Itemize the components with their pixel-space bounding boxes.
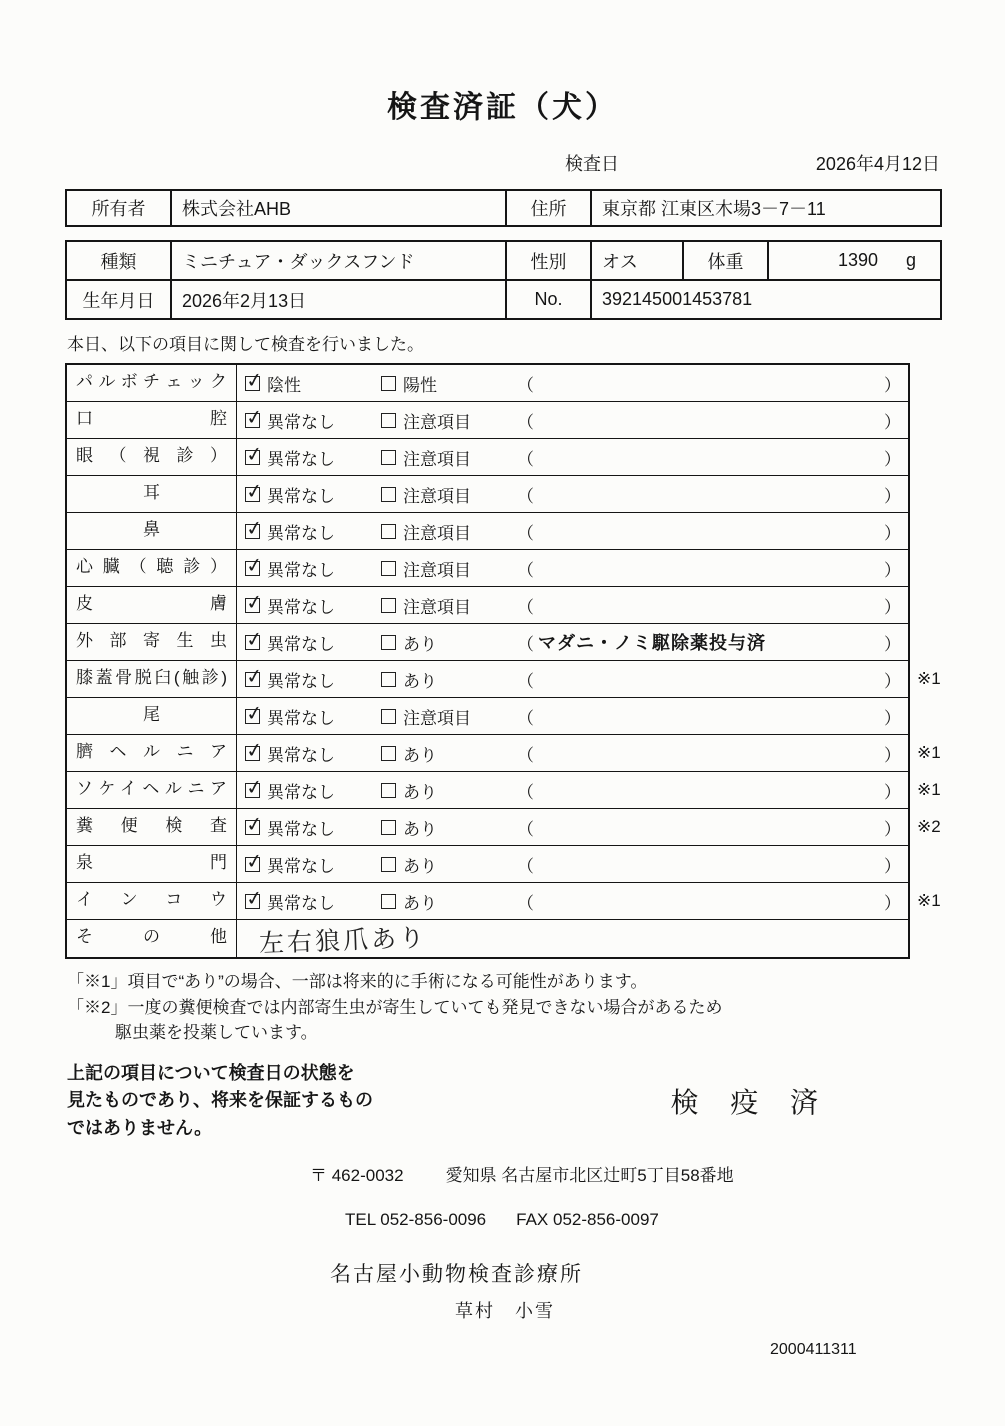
checkbox-checked-icon xyxy=(245,487,260,502)
checkbox-unchecked-icon xyxy=(381,783,396,798)
inspection-row-heart xyxy=(67,550,908,587)
weight-value: 1390 xyxy=(837,250,878,270)
option-label: 異常なし xyxy=(267,819,335,839)
paren-close: ） xyxy=(884,412,901,432)
checkbox-checked-icon xyxy=(245,820,260,835)
option-label: 注意項目 xyxy=(403,412,471,432)
owner-value: 株式会社AHB xyxy=(171,190,506,226)
intro-text: 本日、以下の項目に関して検査を行いました。 xyxy=(67,335,424,354)
clinic-address: 愛知県 名古屋市北区辻町5丁目58番地 xyxy=(445,1166,734,1186)
inspection-row-mouth xyxy=(67,402,908,439)
option-label: あり xyxy=(403,745,437,765)
checkbox-checked-icon xyxy=(245,635,260,650)
paren-open: （ xyxy=(517,708,534,728)
checkbox-unchecked-icon xyxy=(381,635,396,650)
paren-open: （ xyxy=(517,671,534,691)
no-value: 392145001453781 xyxy=(591,280,941,319)
inspection-note: マダニ・ノミ駆除薬投与済 xyxy=(538,633,766,653)
footnote-mark: ※1 xyxy=(917,891,941,910)
paren-close: ） xyxy=(884,560,901,580)
clinic-fax: FAX 052-856-0097 xyxy=(516,1210,659,1230)
option-label: 異常なし xyxy=(267,893,335,913)
checkbox-unchecked-icon xyxy=(381,561,396,576)
checkbox-unchecked-icon xyxy=(381,450,396,465)
page-title: 検査済証（犬） xyxy=(387,91,618,124)
option-label: 異常なし xyxy=(267,708,335,728)
inspection-item-label: 口 腔 xyxy=(67,402,237,438)
paren-close: ） xyxy=(884,634,901,654)
paren-close: ） xyxy=(884,893,901,913)
quarantine-stamp: 検 疫 済 xyxy=(670,1087,830,1119)
option-label: 異常なし xyxy=(267,523,335,543)
checkbox-unchecked-icon xyxy=(381,820,396,835)
checkbox-checked-icon xyxy=(245,376,260,391)
disclaimer-text: 上記の項目について検査日の状態を 見たものであり、将来を保証するもの ではありません。 xyxy=(67,1062,373,1139)
paren-close: ） xyxy=(884,708,901,728)
checkbox-unchecked-icon xyxy=(381,709,396,724)
weight-unit: g xyxy=(905,250,916,270)
address-value: 東京都 江東区木場3－7－11 xyxy=(591,190,941,226)
weight-cell xyxy=(768,241,941,280)
inspection-row-parvo xyxy=(67,365,908,402)
breed-value: ミニチュア・ダックスフンド xyxy=(171,241,506,280)
inspection-item-label: 膝蓋骨脱臼(触診) xyxy=(67,661,237,697)
inspection-table xyxy=(65,363,941,959)
checkbox-checked-icon xyxy=(245,857,260,872)
inspection-row-fontanelle xyxy=(67,846,908,883)
inspection-row-inkou xyxy=(67,883,941,920)
paren-close: ） xyxy=(884,671,901,691)
paren-close: ） xyxy=(884,523,901,543)
paren-open: （ xyxy=(517,745,534,765)
paren-open: （ xyxy=(517,449,534,469)
checkbox-unchecked-icon xyxy=(381,598,396,613)
option-label: 陰性 xyxy=(267,375,301,395)
weight-label: 体重 xyxy=(683,241,768,280)
paren-open: （ xyxy=(517,893,534,913)
option-label: 異常なし xyxy=(267,412,335,432)
checkbox-unchecked-icon xyxy=(381,376,396,391)
owner-label: 所有者 xyxy=(66,190,171,226)
birth-value: 2026年2月13日 xyxy=(171,280,506,319)
checkbox-unchecked-icon xyxy=(381,894,396,909)
address-label: 住所 xyxy=(506,190,591,226)
option-label: 異常なし xyxy=(267,486,335,506)
checkbox-checked-icon xyxy=(245,709,260,724)
option-label: あり xyxy=(403,634,437,654)
paren-close: ） xyxy=(884,856,901,876)
inspection-item-label: 臍 ヘ ル ニ ア xyxy=(67,735,237,771)
paren-close: ） xyxy=(884,375,901,395)
inspection-row-ears xyxy=(67,476,908,513)
inspection-item-label: 泉 門 xyxy=(67,846,237,882)
paren-close: ） xyxy=(884,745,901,765)
option-label: 注意項目 xyxy=(403,486,471,506)
inspection-item-label: ソケイヘルニア xyxy=(67,772,237,808)
paren-close: ） xyxy=(884,782,901,802)
inspection-date-value: 2026年4月12日 xyxy=(815,154,940,174)
paren-close: ） xyxy=(884,819,901,839)
checkbox-checked-icon xyxy=(245,524,260,539)
inspection-item-label: 糞 便 検 査 xyxy=(67,809,237,845)
breed-label: 種類 xyxy=(66,241,171,280)
checkbox-checked-icon xyxy=(245,413,260,428)
checkbox-checked-icon xyxy=(245,783,260,798)
checkbox-checked-icon xyxy=(245,450,260,465)
option-label: 異常なし xyxy=(267,597,335,617)
paren-open: （ xyxy=(517,523,534,543)
clinic-name: 名古屋小動物検査診療所 xyxy=(330,1263,583,1287)
inspection-item-label: 外 部 寄 生 虫 xyxy=(67,624,237,660)
owner-table xyxy=(65,189,942,227)
paren-close: ） xyxy=(884,597,901,617)
paren-close: ） xyxy=(884,449,901,469)
inspection-item-label: そ の 他 xyxy=(67,920,237,957)
inspection-row-umbilical-hernia xyxy=(67,735,941,772)
option-label: あり xyxy=(403,856,437,876)
postal-code: 〒 462-0032 xyxy=(310,1166,404,1186)
option-label: 異常なし xyxy=(267,856,335,876)
option-label: 異常なし xyxy=(267,745,335,765)
checkbox-checked-icon xyxy=(245,672,260,687)
footnote-mark: ※1 xyxy=(917,669,941,688)
inspection-item-label: パ ル ボ チ ェ ッ ク xyxy=(67,365,237,401)
option-label: 注意項目 xyxy=(403,449,471,469)
no-label: No. xyxy=(506,280,591,319)
paren-open: （ xyxy=(517,375,534,395)
checkbox-unchecked-icon xyxy=(381,487,396,502)
footnote-mark: ※1 xyxy=(917,780,941,799)
paren-open: （ xyxy=(517,597,534,617)
birth-label: 生年月日 xyxy=(66,280,171,319)
pet-table xyxy=(65,240,942,320)
checkbox-unchecked-icon xyxy=(381,524,396,539)
checkbox-checked-icon xyxy=(245,746,260,761)
inspection-item-label: 耳 xyxy=(67,476,237,512)
disclaimer-row xyxy=(67,1060,940,1144)
footnote-2-cont: 駆虫薬を投薬しています。 xyxy=(115,1023,318,1042)
option-label: あり xyxy=(403,819,437,839)
option-label: 注意項目 xyxy=(403,523,471,543)
inspection-row-eyes xyxy=(67,439,908,476)
checkbox-unchecked-icon xyxy=(381,672,396,687)
option-label: あり xyxy=(403,782,437,802)
option-label: 異常なし xyxy=(267,634,335,654)
footnotes xyxy=(67,969,1005,1046)
inspection-item-label: 眼 （ 視 診 ） xyxy=(67,439,237,475)
option-label: 異常なし xyxy=(267,782,335,802)
inspection-item-label: イ ン コ ウ xyxy=(67,883,237,919)
footnote-2: 「※2」一度の糞便検査では内部寄生虫が寄生していても発見できない場合があるため xyxy=(67,997,723,1017)
inspection-row-fecal-exam xyxy=(67,809,941,846)
paren-open: （ xyxy=(517,634,534,654)
document-code: 2000411311 xyxy=(770,1341,857,1359)
option-label: 異常なし xyxy=(267,449,335,469)
checkbox-checked-icon xyxy=(245,598,260,613)
checkbox-checked-icon xyxy=(245,894,260,909)
inspection-row-patella xyxy=(67,661,941,698)
option-label: 注意項目 xyxy=(403,708,471,728)
option-label: あり xyxy=(403,893,437,913)
inspection-row-tail xyxy=(67,698,908,735)
inspection-row-nose xyxy=(67,513,908,550)
paren-open: （ xyxy=(517,856,534,876)
clinic-phone-row xyxy=(345,1210,1005,1230)
staff-name: 草村 小雪 xyxy=(455,1301,555,1322)
paren-open: （ xyxy=(517,486,534,506)
footnote-mark: ※2 xyxy=(917,817,941,836)
inspection-item-label: 尾 xyxy=(67,698,237,734)
paren-open: （ xyxy=(517,782,534,802)
option-label: あり xyxy=(403,671,437,691)
checkbox-unchecked-icon xyxy=(381,746,396,761)
paren-open: （ xyxy=(517,560,534,580)
sex-value: オス xyxy=(591,241,683,280)
option-label: 注意項目 xyxy=(403,597,471,617)
checkbox-checked-icon xyxy=(245,561,260,576)
clinic-tel: TEL 052-856-0096 xyxy=(345,1210,487,1230)
paren-close: ） xyxy=(884,486,901,506)
handwritten-note: 左右狼爪あり xyxy=(258,923,428,958)
paren-open: （ xyxy=(517,819,534,839)
sex-label: 性別 xyxy=(506,241,591,280)
inspection-date-row xyxy=(565,150,940,176)
inspection-item-label: 鼻 xyxy=(67,513,237,549)
paren-open: （ xyxy=(517,412,534,432)
inspection-row-other xyxy=(67,920,908,957)
option-label: 陽性 xyxy=(403,375,437,395)
inspection-date-label: 検査日 xyxy=(565,154,619,174)
inspection-row-parasites xyxy=(67,624,908,661)
checkbox-unchecked-icon xyxy=(381,857,396,872)
inspection-item-label: 皮 膚 xyxy=(67,587,237,623)
checkbox-unchecked-icon xyxy=(381,413,396,428)
footnote-mark: ※1 xyxy=(917,743,941,762)
inspection-item-label: 心 臓 （ 聴 診 ） xyxy=(67,550,237,586)
option-label: 注意項目 xyxy=(403,560,471,580)
inspection-row-skin xyxy=(67,587,908,624)
option-label: 異常なし xyxy=(267,671,335,691)
clinic-address-row xyxy=(310,1161,1005,1186)
option-label: 異常なし xyxy=(267,560,335,580)
inspection-row-inguinal-hernia xyxy=(67,772,941,809)
footnote-1: 「※1」項目で“あり”の場合、一部は将来的に手術になる可能性があります。 xyxy=(67,972,648,991)
